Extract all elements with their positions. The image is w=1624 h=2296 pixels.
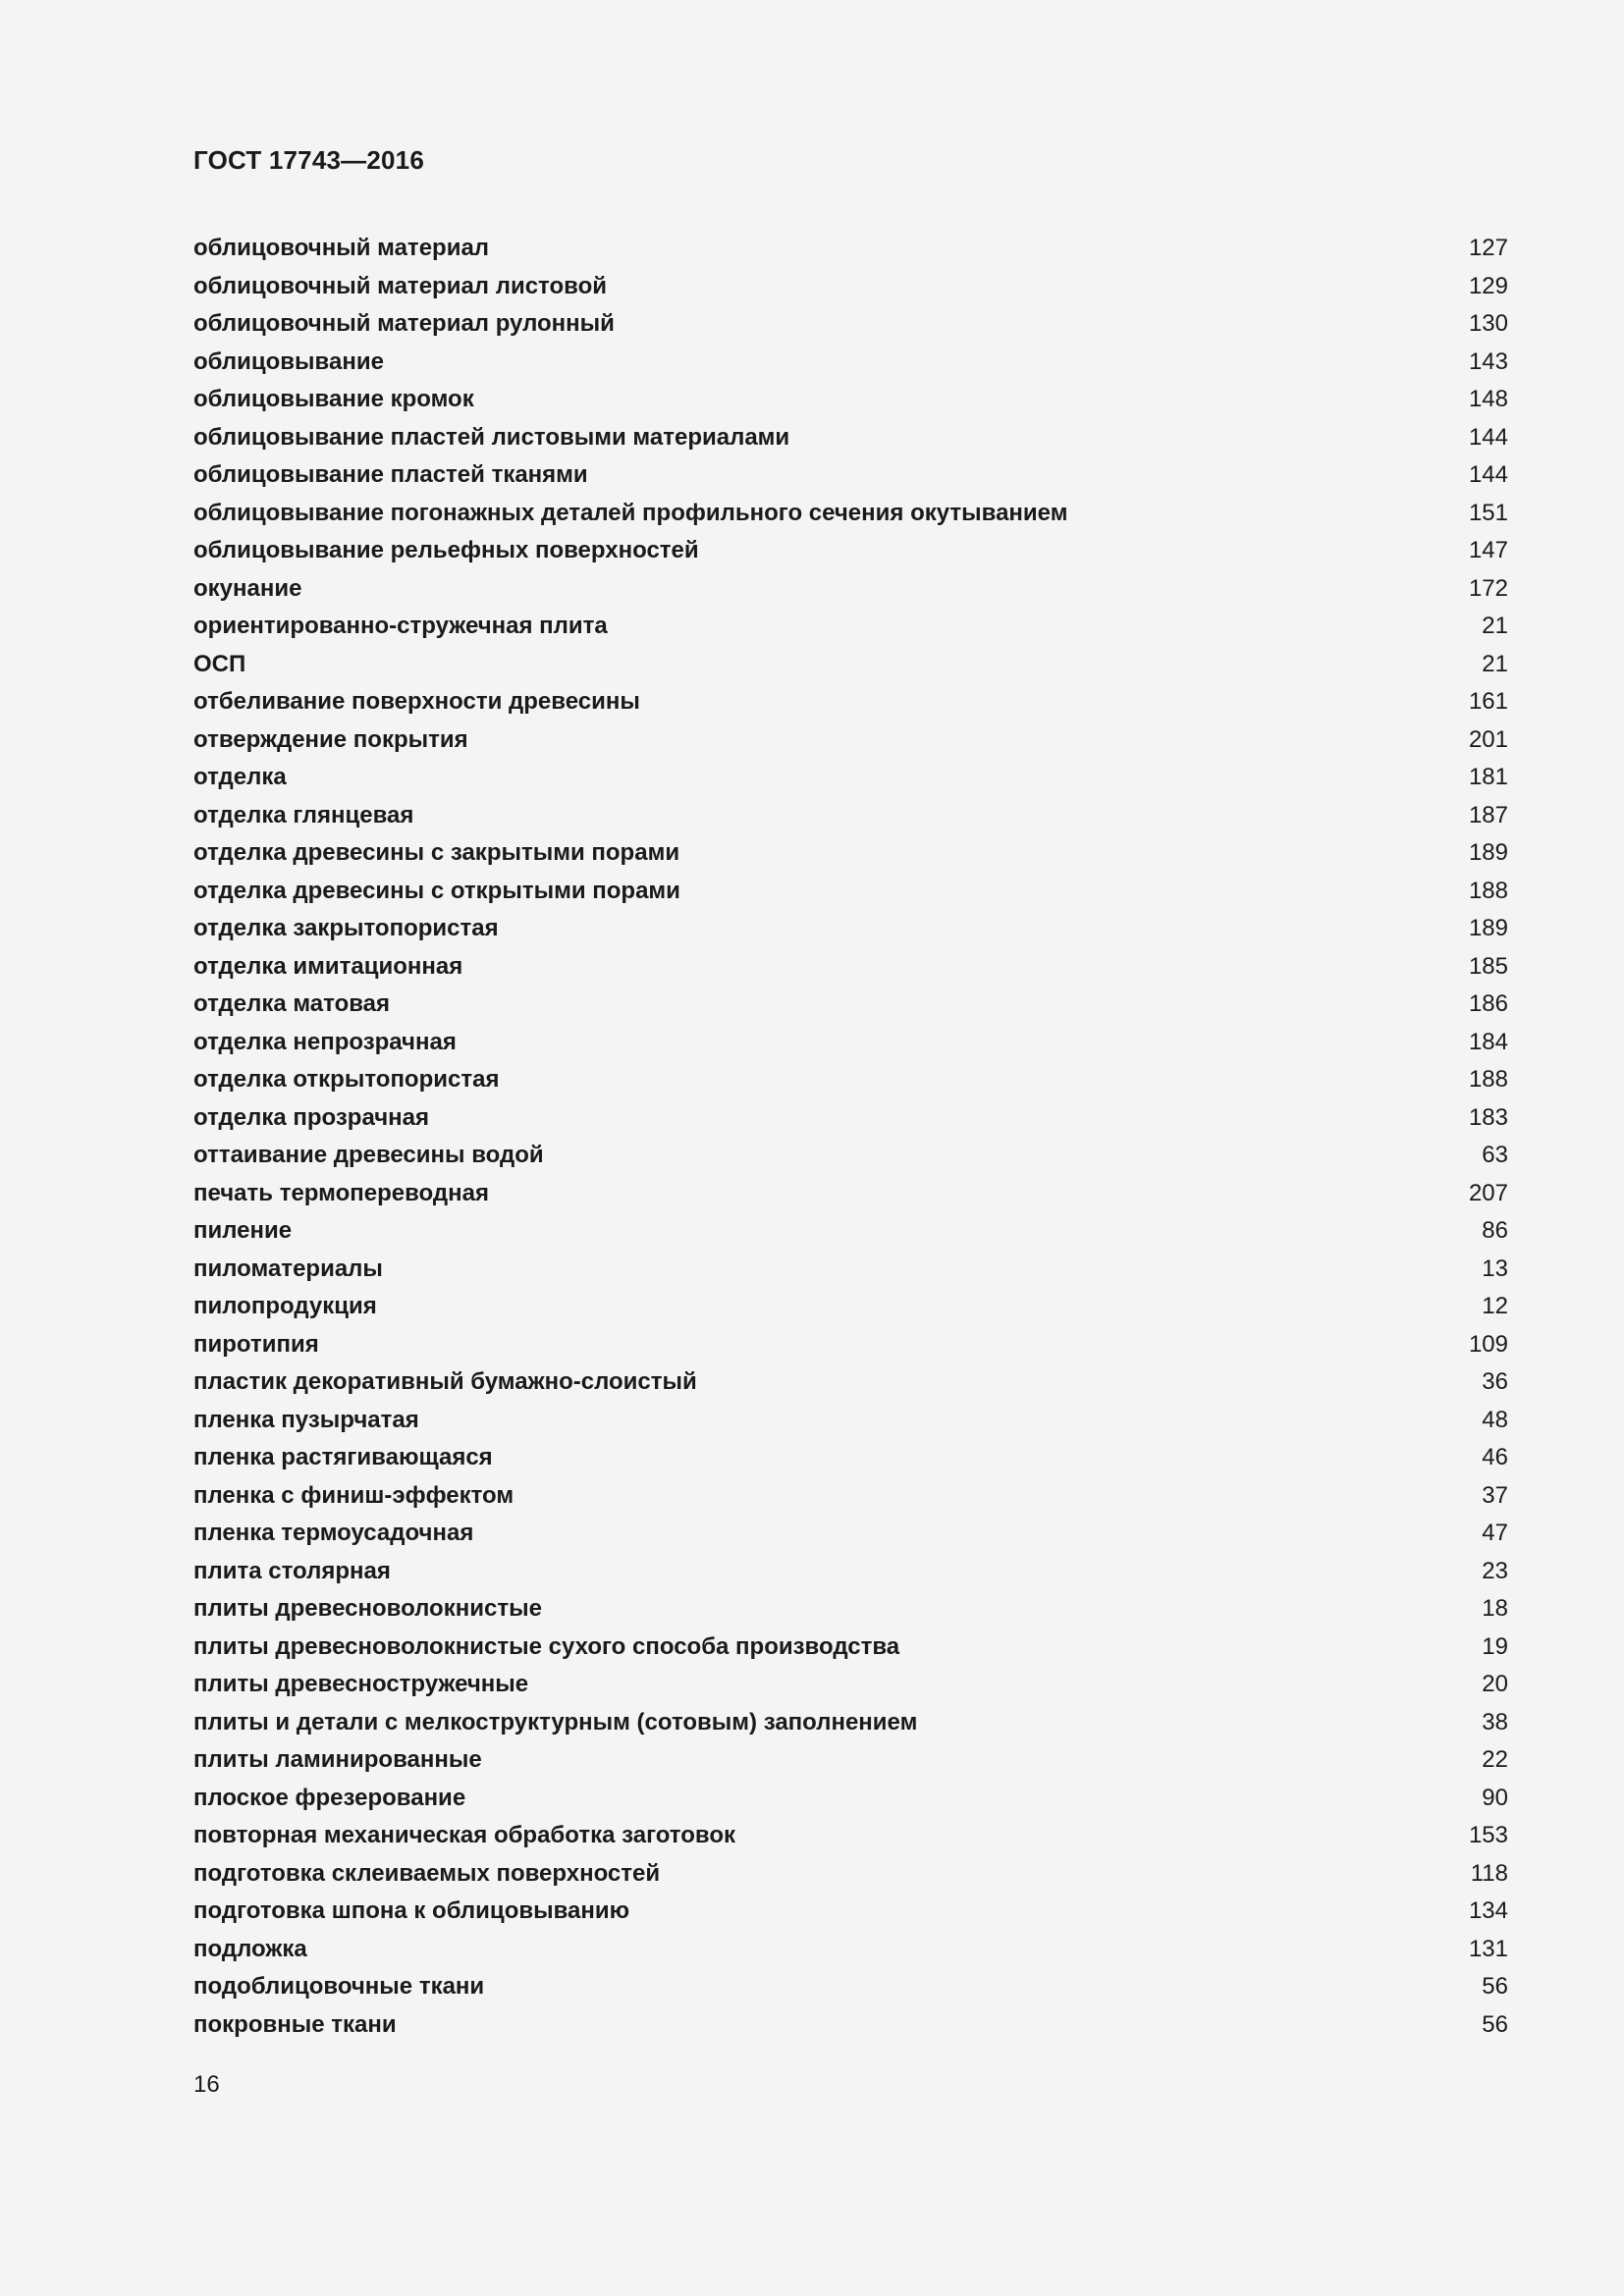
index-entry [193, 1893, 1508, 1931]
index-entry [193, 1553, 1508, 1591]
index-term: пленка термоусадочная [193, 1520, 474, 1546]
index-term: отверждение покрытия [193, 725, 468, 753]
index-term: пленка с финиш-эффектом [193, 1481, 514, 1509]
index-term-number: 38 [1482, 1708, 1508, 1735]
index-entry [193, 683, 1508, 721]
index-term: облицовывание кромок [193, 386, 474, 412]
index-entry [193, 1629, 1508, 1667]
index-entry [193, 1402, 1508, 1440]
index-entry [193, 1288, 1508, 1326]
index-term-number: 148 [1468, 386, 1508, 412]
index-entry [193, 834, 1508, 873]
index-term: пилопродукция [193, 1293, 377, 1319]
index-term-number: 183 [1468, 1103, 1508, 1131]
index-entry [193, 1137, 1508, 1175]
index-entry [193, 1780, 1508, 1818]
index-term-number: 143 [1468, 347, 1508, 375]
index-entry [193, 1704, 1508, 1742]
index-term: отделка открытопористая [193, 1066, 500, 1093]
index-term: оттаивание древесины водой [193, 1142, 544, 1168]
index-term-number: 188 [1468, 1066, 1508, 1093]
index-entry [193, 381, 1508, 419]
index-term: пленка пузырчатая [193, 1406, 419, 1433]
index-term-number: 131 [1468, 1935, 1508, 1962]
index-term: покровные ткани [193, 2010, 397, 2038]
index-term-number: 189 [1468, 839, 1508, 866]
index-term-number: 47 [1482, 1520, 1508, 1546]
index-term: подготовка шпона к облицовыванию [193, 1897, 630, 1924]
index-term: пленка растягивающаяся [193, 1444, 493, 1470]
index-term: окунание [193, 574, 302, 602]
index-term-number: 181 [1468, 764, 1508, 790]
index-term-number: 144 [1468, 423, 1508, 451]
index-term-number: 187 [1468, 801, 1508, 828]
index-term: отделка древесины с закрытыми порами [193, 839, 680, 866]
index-term: отделка прозрачная [193, 1103, 429, 1131]
index-term-number: 20 [1482, 1671, 1508, 1697]
index-term: облицовывание [193, 347, 384, 375]
index-term: пиление [193, 1217, 293, 1244]
index-entry [193, 1590, 1508, 1629]
index-entry [193, 797, 1508, 835]
index-term: пластик декоративный бумажно-слоистый [193, 1368, 697, 1395]
index-term-number: 56 [1482, 2010, 1508, 2038]
index-term: отделка закрытопористая [193, 915, 499, 941]
index-term: облицовочный материал листовой [193, 272, 608, 299]
index-term-number: 37 [1482, 1481, 1508, 1509]
index-entry [193, 646, 1508, 684]
index-entry [193, 1099, 1508, 1138]
index-entry [193, 230, 1508, 268]
index-term-number: 21 [1482, 613, 1508, 639]
index-term-number: 153 [1468, 1822, 1508, 1848]
index-term: облицовывание погонажных деталей профильного сечения окутыванием [193, 499, 1068, 526]
index-entry [193, 1212, 1508, 1251]
index-entry [193, 1741, 1508, 1780]
index-term-number: 184 [1468, 1028, 1508, 1055]
index-term: облицовывание пластей тканями [193, 461, 588, 488]
index-term: облицовывание рельефных поверхностей [193, 537, 699, 563]
index-term-number: 201 [1468, 725, 1508, 753]
index-term-number: 147 [1468, 537, 1508, 563]
index-entry [193, 1175, 1508, 1213]
index-term: облицовывание пластей листовыми материалами [193, 423, 790, 451]
index-term-number: 129 [1468, 272, 1508, 299]
index-term: отделка глянцевая [193, 801, 414, 828]
index-term-number: 36 [1482, 1368, 1508, 1395]
index-term-number: 19 [1482, 1632, 1508, 1660]
index-entry [193, 759, 1508, 797]
index-entry [193, 986, 1508, 1024]
index-term: отбеливание поверхности древесины [193, 688, 640, 715]
index-term-number: 130 [1468, 310, 1508, 337]
index-term-number: 189 [1468, 915, 1508, 941]
index-term: плиты древесноволокнистые [193, 1595, 542, 1622]
index-entry [193, 570, 1508, 609]
index-term: облицовочный материал рулонный [193, 310, 615, 337]
index-term-number: 12 [1482, 1293, 1508, 1319]
index-term: пиломатериалы [193, 1255, 383, 1282]
index-term: облицовочный материал [193, 235, 490, 261]
index-term: отделка древесины с открытыми порами [193, 877, 680, 904]
index-entry [193, 419, 1508, 457]
index-term-number: 144 [1468, 461, 1508, 488]
index-term-number: 56 [1482, 1973, 1508, 2000]
index-entry [193, 1251, 1508, 1289]
index-term: отделка имитационная [193, 952, 463, 980]
document-header: ГОСТ 17743—2016 [193, 145, 424, 175]
index-term: плоское фрезерование [193, 1784, 466, 1811]
index-entry [193, 1666, 1508, 1704]
index-entry [193, 1477, 1508, 1516]
index-term: плиты древесноволокнистые сухого способа производства [193, 1632, 900, 1660]
index-entry [193, 1817, 1508, 1855]
index-term-number: 118 [1470, 1859, 1508, 1887]
index-term-number: 207 [1468, 1179, 1508, 1206]
index-term: плита столярная [193, 1557, 391, 1584]
index-term-number: 161 [1468, 688, 1508, 715]
index-entry [193, 1515, 1508, 1553]
index-term-number: 109 [1468, 1330, 1508, 1358]
index-term-number: 63 [1482, 1142, 1508, 1168]
index-term: повторная механическая обработка заготовок [193, 1822, 736, 1848]
index-term-number: 186 [1468, 990, 1508, 1017]
index-term-number: 23 [1482, 1557, 1508, 1584]
index-term: ОСП [193, 650, 246, 677]
index-entry [193, 721, 1508, 760]
index-term-number: 46 [1482, 1444, 1508, 1470]
index-entry [193, 1363, 1508, 1402]
index-term-number: 172 [1468, 574, 1508, 602]
index-entry [193, 344, 1508, 382]
index-term: пиротипия [193, 1330, 319, 1358]
index-term: ориентированно-стружечная плита [193, 613, 608, 639]
index-entry [193, 1855, 1508, 1894]
index-entry [193, 1326, 1508, 1364]
index-entry [193, 910, 1508, 948]
index-entry [193, 608, 1508, 646]
index-entry [193, 948, 1508, 987]
index-term: плиты и детали с мелкоструктурным (сотовым) заполнением [193, 1708, 918, 1735]
index-term-number: 134 [1468, 1897, 1508, 1924]
index-term: отделка матовая [193, 990, 391, 1017]
index-term: плиты древесностружечные [193, 1671, 529, 1697]
index-entry [193, 1931, 1508, 1969]
index-entry [193, 268, 1508, 306]
index-term-number: 185 [1468, 952, 1508, 980]
index-term: печать термопереводная [193, 1179, 489, 1206]
page-number: 16 [193, 2071, 220, 2098]
index-term: подоблицовочные ткани [193, 1973, 485, 2000]
index-term: подложка [193, 1935, 307, 1962]
index-entry [193, 873, 1508, 911]
index-entry [193, 456, 1508, 495]
index-term-number: 18 [1482, 1595, 1508, 1622]
index-term-number: 48 [1482, 1406, 1508, 1433]
index-term: отделка непрозрачная [193, 1028, 457, 1055]
index-entry [193, 2006, 1508, 2045]
index-entry [193, 1968, 1508, 2006]
index-entry [193, 1439, 1508, 1477]
index-term-number: 22 [1482, 1746, 1508, 1773]
index-entry [193, 1061, 1508, 1099]
index-entry [193, 305, 1508, 344]
index-term: отделка [193, 764, 287, 790]
index-term-number: 127 [1468, 235, 1508, 261]
index-term-number: 21 [1482, 650, 1508, 677]
index-term: плиты ламинированные [193, 1746, 482, 1773]
index-term-number: 13 [1482, 1255, 1508, 1282]
index-term-number: 151 [1468, 499, 1508, 526]
index-term-number: 188 [1468, 877, 1508, 904]
index-entry [193, 495, 1508, 533]
alphabetical-index [193, 230, 1508, 2044]
index-term-number: 86 [1482, 1217, 1508, 1244]
index-term-number: 90 [1482, 1784, 1508, 1811]
index-term: подготовка склеиваемых поверхностей [193, 1859, 661, 1887]
index-entry [193, 1024, 1508, 1062]
index-entry [193, 532, 1508, 570]
